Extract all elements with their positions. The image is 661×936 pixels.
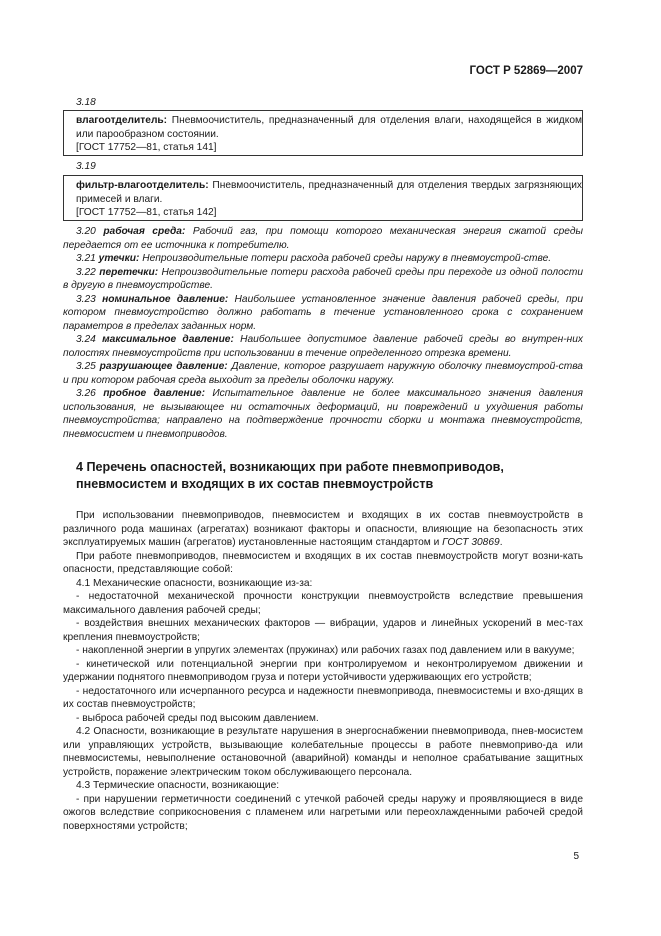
entry-3-25: 3.25 разрушающее давление: Давление, которое разрушает наружную оболочку пневмоустрой-ства и при котором рабочая среда выходит за пределы оболочки наружу. [63,361,583,386]
definition: Наибольшее установленное значение давления рабочей среды, при котором пневмоустройство должно работать в течение установленного срока с сохранением параметров в пределах заданных норм. [63,293,583,332]
entry-number-3-19: 3.19 [76,161,96,172]
definition: Непроизводительные потери расхода рабочей среды при переходе из одной полости в другую в пневмоустройстве. [63,266,583,291]
section-4-body [63,509,583,833]
entry-3-20: 3.20 рабочая среда: Рабочий газ, при помощи которого механическая энергия сжатой среды передается от ее источника к потребителю. [63,226,583,251]
term-definition [76,179,582,206]
definition: Наибольшее допустимое давление рабочей среды во внутрен-них полостях пневмоустройств при использовании в течение определенного отрезка времени. [63,334,583,359]
page-number: 5 [573,851,579,862]
reference: [ГОСТ 17752—81, статья 142] [76,207,217,218]
list-item: - кинетической или потенциальной энергии при контролируемом и неконтролируемом движении и удержании поднятого пневмоприводом груза и потери устойчивости удерживающих его устройств; [63,658,583,683]
reference: [ГОСТ 17752—81, статья 141] [76,142,217,153]
list-item: - воздействия внешних механических факторов — вибрации, ударов и линейных ускорений в мес-тах крепления пневмоустройств; [63,618,583,643]
paragraph: При работе пневмоприводов, пневмосистем и входящих в их состав пневмоустройств могут возни-кать опасности, представляющие собой: [63,550,583,575]
paragraph: При использовании пневмоприводов, пневмосистем и входящих в их состав пневмоустройств в различного рода машинах (агрегатах) возникают факторы и опасности, влияющие на безопасность этих эксплуатируемых машин (агрегатов) иустановленные настоящим стандартом и ГОСТ 30869. [63,510,583,548]
definitions-list [63,225,583,833]
term: рабочая среда: [103,226,186,237]
definition: Испытательное давление не более максимального значения давления использования, не вызывающее ни остаточных деформаций, ни повреждений и ухудшения работы пневмоустройства; направлено на подтверждение прочности сборки и монтажа пневмоустройств, пневмосистем и пневмоприводов. [63,388,583,440]
term: пробное давление: [103,388,205,399]
list-item: - накопленной энергии в упругих элементах (пружинах) или рабочих газах под давлением или в вакууме; [76,645,575,656]
entry-3-23: 3.23 номинальное давление: Наибольшее установленное значение давления рабочей среды, при котором пневмоустройство должно работать в течение установленного срока с сохранением параметров в пределах заданных норм. [63,293,583,332]
term: номинальное давление: [102,293,229,305]
term: фильтр-влагоотделитель: [76,180,209,191]
entry-3-24: 3.24 максимальное давление: Наибольшее допустимое давление рабочей среды во внутрен-них полостях пневмоустройств при использовании в течение определенного отрезка времени. [63,334,583,359]
entry-3-21: 3.21 утечки: Непроизводительные потери расхода рабочей среды наружу в пневмоустрой-стве. [76,253,552,264]
section-4-heading: 4 Перечень опасностей, возникающих при работе пневмоприводов, пневмосистем и входящих в их состав пневмоустройств [76,460,504,491]
term: максимальное давление: [102,334,234,345]
document-id: ГОСТ Р 52869—2007 [469,65,583,77]
paragraph-4-3: 4.3 Термические опасности, возникающие: [76,780,280,791]
term-box-3-18 [63,110,583,156]
list-item: - выброса рабочей среды под высоким давлением. [76,712,319,724]
term-box-3-19 [63,175,583,221]
definition: Пневмоочиститель, предназначенный для отделения влаги, находящейся в жидком или парообразном состоянии. [76,115,582,140]
list-item: - недостаточного или исчерпанного ресурса и надежности пневмопривода, пневмосистемы и вхо-дящих в их состав пневмоустройств; [63,685,583,710]
term: утечки: [98,253,140,264]
term: перетечки: [99,266,159,278]
definition: Рабочий газ, при помощи которого механическая энергия сжатой среды передается от ее источника к потребителю. [63,226,583,251]
definition: Пневмоочиститель, предназначенный для отделения твердых загрязняющих примесей и влаги. [76,180,582,205]
paragraph-4-2: 4.2 Опасности, возникающие в результате нарушения в энергоснабжении пневмопривода, пнев-мосистем или управляющих устройств, вызывающие колебательные процессы в работе пневмоприво-да или пневмосистемы, невыполнение остановочной (аварийной) команды и неполное срабатывание защитных устройств, поражение электрическим током обслуживающего персонала. [63,726,583,778]
entry-number-3-18: 3.18 [76,97,96,108]
term-definition [76,114,582,141]
definition: Давление, которое разрушает наружную оболочку пневмоустрой-ства и при котором рабочая среда выходит за пределы оболочки наружу. [63,361,583,386]
entry-3-22: 3.22 перетечки: Непроизводительные потери расхода рабочей среды при переходе из одной полости в другую в пневмоустройстве. [63,266,583,291]
term: влагоотделитель: [76,115,168,126]
definition: Непроизводительные потери расхода рабочей среды наружу в пневмоустрой-стве. [139,253,552,264]
list-item: - при нарушении герметичности соединений с утечкой рабочей среды наружу и проявляющиеся в виде ожогов вследствие соприкосновения с пламенем или нагретыми или переохлажденными рабочей средой поверхностями устройств; [63,793,583,832]
term: разрушающее давление: [99,361,228,372]
entry-3-26: 3.26 пробное давление: Испытательное давление не более максимального значения давления использования, не вызывающее ни остаточных деформаций, ни повреждений и ухудшения работы пневмоустройства; направлено на подтверждение прочности сборки и монтажа пневмоустройств, пневмосистем и пневмоприводов. [63,388,583,440]
paragraph-4-1: 4.1 Механические опасности, возникающие из-за: [76,577,313,589]
list-item: - недостаточной механической прочности конструкции пневмоустройств вследствие превышения максимального давления рабочей среды; [63,591,583,616]
